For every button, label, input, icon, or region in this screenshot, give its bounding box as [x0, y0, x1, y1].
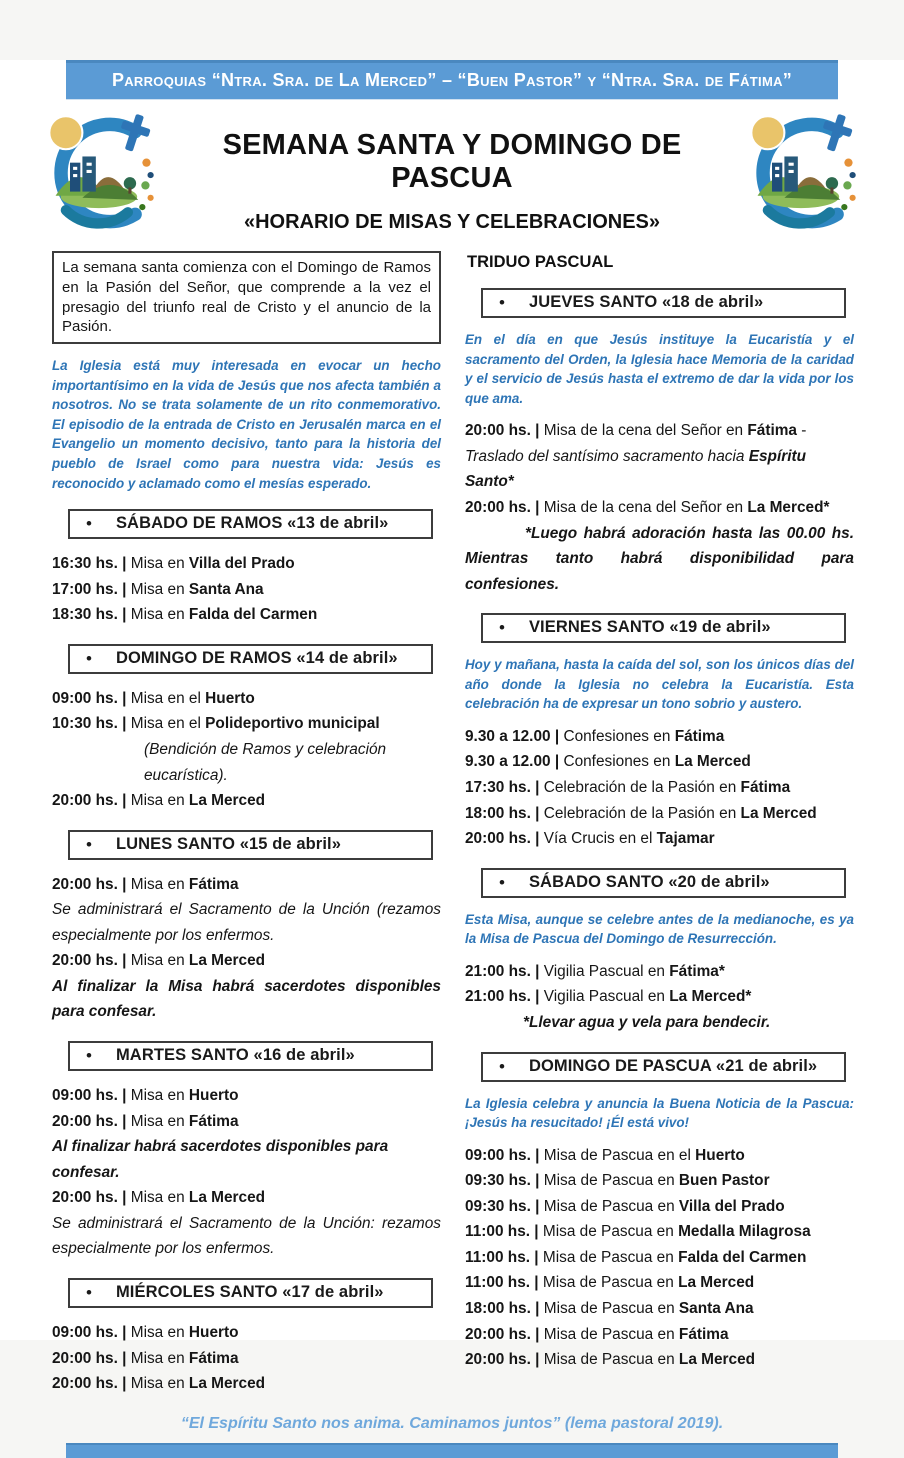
pastoral-motto: “El Espíritu Santo nos anima. Caminamos juntos” (lema pastoral 2019). [180, 1414, 724, 1432]
schedule-line: 18:00 hs. | Misa de Pascua en Santa Ana [465, 1300, 754, 1317]
bullet-icon: • [499, 293, 505, 312]
triduo-pascual-heading: TRIDUO PASCUAL [467, 253, 614, 271]
schedule-line: 20:00 hs. | Misa de Pascua en Fátima [465, 1325, 729, 1343]
schedule-line: 11:00 hs. | Misa de Pascua en Falda del Carmen [465, 1248, 807, 1266]
schedule-line: *Luego habrá adoración hasta las 00.00 hs. Mientras tanto habrá disponibilidad para confesiones. [465, 524, 854, 593]
schedule-line: 20:00 hs. | Misa de Pascua en La Merced [465, 1351, 756, 1369]
bullet-icon: • [499, 1056, 505, 1076]
schedule-line: 20:00 hs. | Misa en Fátima [52, 1112, 239, 1130]
section-note: En el día en que Jesús instituye la Eucaristía y el sacramento del Orden, la Iglesia hace Memoria de la caridad y el servicio de Jesús hasta el extremo de dar la vida por los que ama. [465, 332, 854, 406]
flyer-page [0, 60, 904, 1432]
schedule-line: 09:00 hs. | Misa en Huerto [52, 1087, 239, 1104]
schedule-line: 20:00 hs. | Misa de la cena del Señor en La Merced* [465, 498, 830, 516]
schedule-line: 09:00 hs. | Misa en el Huerto [52, 689, 255, 707]
schedule-line: 9.30 a 12.00 | Confesiones en La Merced [465, 753, 751, 771]
content-columns [0, 235, 904, 1399]
schedule-line: 11:00 hs. | Misa de Pascua en Medalla Milagrosa [465, 1223, 811, 1241]
section-heading: LUNES SANTO «15 de abril» [115, 834, 341, 853]
section-heading: JUEVES SANTO «18 de abril» [528, 293, 764, 311]
schedule-line: 20:00 hs. | Vía Crucis en el Tajamar [465, 830, 715, 848]
page-subtitle: «HORARIO DE MISAS Y CELEBRACIONES» [243, 211, 660, 233]
schedule-line: 11:00 hs. | Misa de Pascua en La Merced [465, 1274, 755, 1292]
section-heading: SÁBADO DE RAMOS «13 de abril» [115, 514, 389, 533]
section-heading: MIÉRCOLES SANTO «17 de abril» [115, 1282, 384, 1301]
section-heading-box [481, 868, 846, 898]
schedule-lines [465, 418, 854, 597]
section-heading-box [481, 613, 846, 643]
schedule-lines [465, 724, 854, 852]
schedule-line: *Llevar agua y vela para bendecir. [523, 1013, 771, 1031]
intro-note: La Iglesia está muy interesada en evocar un hecho importantísimo en la vida de Jesús que nos afecta también a nosotros. No se trata solamente de un rito conmemorativo. El episodio de la entrada de Cristo en Jerusalén marca en el Evangelio un momento decisivo, tanto para la historia del pueblo de Israel como para nuestra vida: Jesús es reconocido y aclamado como el mesías esperado. [52, 358, 441, 491]
header-titles [164, 111, 740, 234]
schedule-line: (Bendición de Ramos y celebración eucarística). [144, 740, 387, 784]
bullet-icon: • [86, 648, 92, 668]
section-heading-box [68, 830, 433, 860]
schedule-line: 16:30 hs. | Misa en Villa del Prado [52, 555, 295, 573]
section-heading-box [68, 1278, 433, 1308]
section-heading: SÁBADO SANTO «20 de abril» [528, 872, 770, 891]
schedule-line: 17:30 hs. | Celebración de la Pasión en Fátima [465, 779, 791, 796]
schedule-lines [52, 872, 441, 1025]
schedule-lines [52, 686, 441, 814]
schedule-line: 20:00 hs. | Misa de la cena del Señor en Fátima - Traslado del santísimo sacramento hacia Espíritu Santo* [465, 422, 807, 491]
bullet-icon: • [86, 1282, 92, 1302]
section-note: Hoy y mañana, hasta la caída del sol, son los únicos días del año donde la Iglesia no celebra la Eucaristía. Esta celebración ha de expresar un tono sobrio y austero. [465, 657, 854, 712]
bullet-icon: • [499, 618, 505, 638]
schedule-line: 17:00 hs. | Misa en Santa Ana [52, 580, 264, 598]
schedule-lines [465, 959, 854, 1036]
header [0, 99, 904, 235]
page-title: SEMANA SANTA Y DOMINGO DE PASCUA [222, 129, 682, 194]
right-sections [465, 288, 854, 1373]
bullet-icon: • [499, 872, 505, 892]
parish-logo-icon [38, 111, 164, 235]
left-column [52, 251, 441, 1399]
schedule-lines [52, 1083, 441, 1262]
parishes-banner: Parroquias “Ntra. Sra. de La Merced” – “Buen Pastor” y “Ntra. Sra. de Fátima” [66, 60, 838, 99]
schedule-line: 10:30 hs. | Misa en el Polideportivo municipal [52, 715, 380, 733]
schedule-line: 20:00 hs. | Misa en Fátima [52, 875, 239, 893]
section-heading: VIERNES SANTO «19 de abril» [528, 618, 771, 637]
schedule-lines [52, 1320, 441, 1397]
schedule-line: Al finalizar la Misa habrá sacerdotes disponibles para confesar. [52, 977, 441, 1021]
schedule-lines [465, 1143, 854, 1373]
schedule-line: Al finalizar habrá sacerdotes disponibles para confesar. [52, 1138, 389, 1181]
schedule-line: 21:00 hs. | Vigilia Pascual en Fátima* [465, 962, 725, 980]
schedule-line: 20:00 hs. | Misa en La Merced [52, 952, 266, 970]
parish-logo-icon [740, 111, 866, 235]
schedule-line: Se administrará el Sacramento de la Unción: rezamos especialmente por los enfermos. [52, 1214, 441, 1258]
section-heading: DOMINGO DE PASCUA «21 de abril» [528, 1056, 818, 1075]
section-heading-box [68, 644, 433, 674]
section-note: La Iglesia celebra y anuncia la Buena Noticia de la Pascua: ¡Jesús ha resucitado! ¡Él está vivo! [465, 1095, 854, 1131]
schedule-line: 09:00 hs. | Misa de Pascua en el Huerto [465, 1146, 745, 1164]
schedule-line: 20:00 hs. | Misa en La Merced [52, 792, 266, 810]
left-sections [52, 509, 441, 1397]
bullet-icon: • [86, 834, 92, 854]
schedule-line: Se administrará el Sacramento de la Unción (rezamos especialmente por los enfermos. [52, 901, 441, 944]
schedule-line: 20:00 hs. | Misa en Fátima [52, 1349, 239, 1367]
schedule-lines [52, 551, 441, 628]
section-heading-box [68, 509, 433, 539]
section-note: Esta Misa, aunque se celebre antes de la medianoche, es ya la Misa de Pascua del Domingo de Resurrección. [465, 911, 854, 947]
schedule-line: 09:00 hs. | Misa en Huerto [52, 1323, 239, 1341]
schedule-line: 20:00 hs. | Misa en La Merced [52, 1189, 266, 1207]
section-heading-box [481, 1052, 846, 1082]
schedule-line: 20:00 hs. | Misa en La Merced [52, 1375, 266, 1393]
section-heading-box [68, 1041, 433, 1071]
schedule-line: 18:30 hs. | Misa en Falda del Carmen [52, 606, 318, 624]
intro-box: La semana santa comienza con el Domingo de Ramos en la Pasión del Señor, que comprende a la vez el presagio del triunfo real de Cristo y el anuncio de la Pasión. [52, 251, 441, 344]
schedule-line: 21:00 hs. | Vigilia Pascual en La Merced* [465, 988, 752, 1006]
schedule-line: 18:00 hs. | Celebración de la Pasión en La Merced [465, 804, 817, 822]
schedule-line: 09:30 hs. | Misa de Pascua en Villa del Prado [465, 1197, 785, 1215]
bullet-icon: • [86, 1046, 92, 1065]
bullet-icon: • [86, 514, 92, 534]
section-heading-box [481, 288, 846, 318]
schedule-line: 9.30 a 12.00 | Confesiones en Fátima [465, 727, 725, 745]
bottom-bar [66, 1443, 838, 1458]
schedule-line: 09:30 hs. | Misa de Pascua en Buen Pastor [465, 1172, 770, 1190]
right-column [465, 251, 854, 1399]
section-heading: MARTES SANTO «16 de abril» [115, 1046, 355, 1064]
section-heading: DOMINGO DE RAMOS «14 de abril» [115, 648, 398, 667]
